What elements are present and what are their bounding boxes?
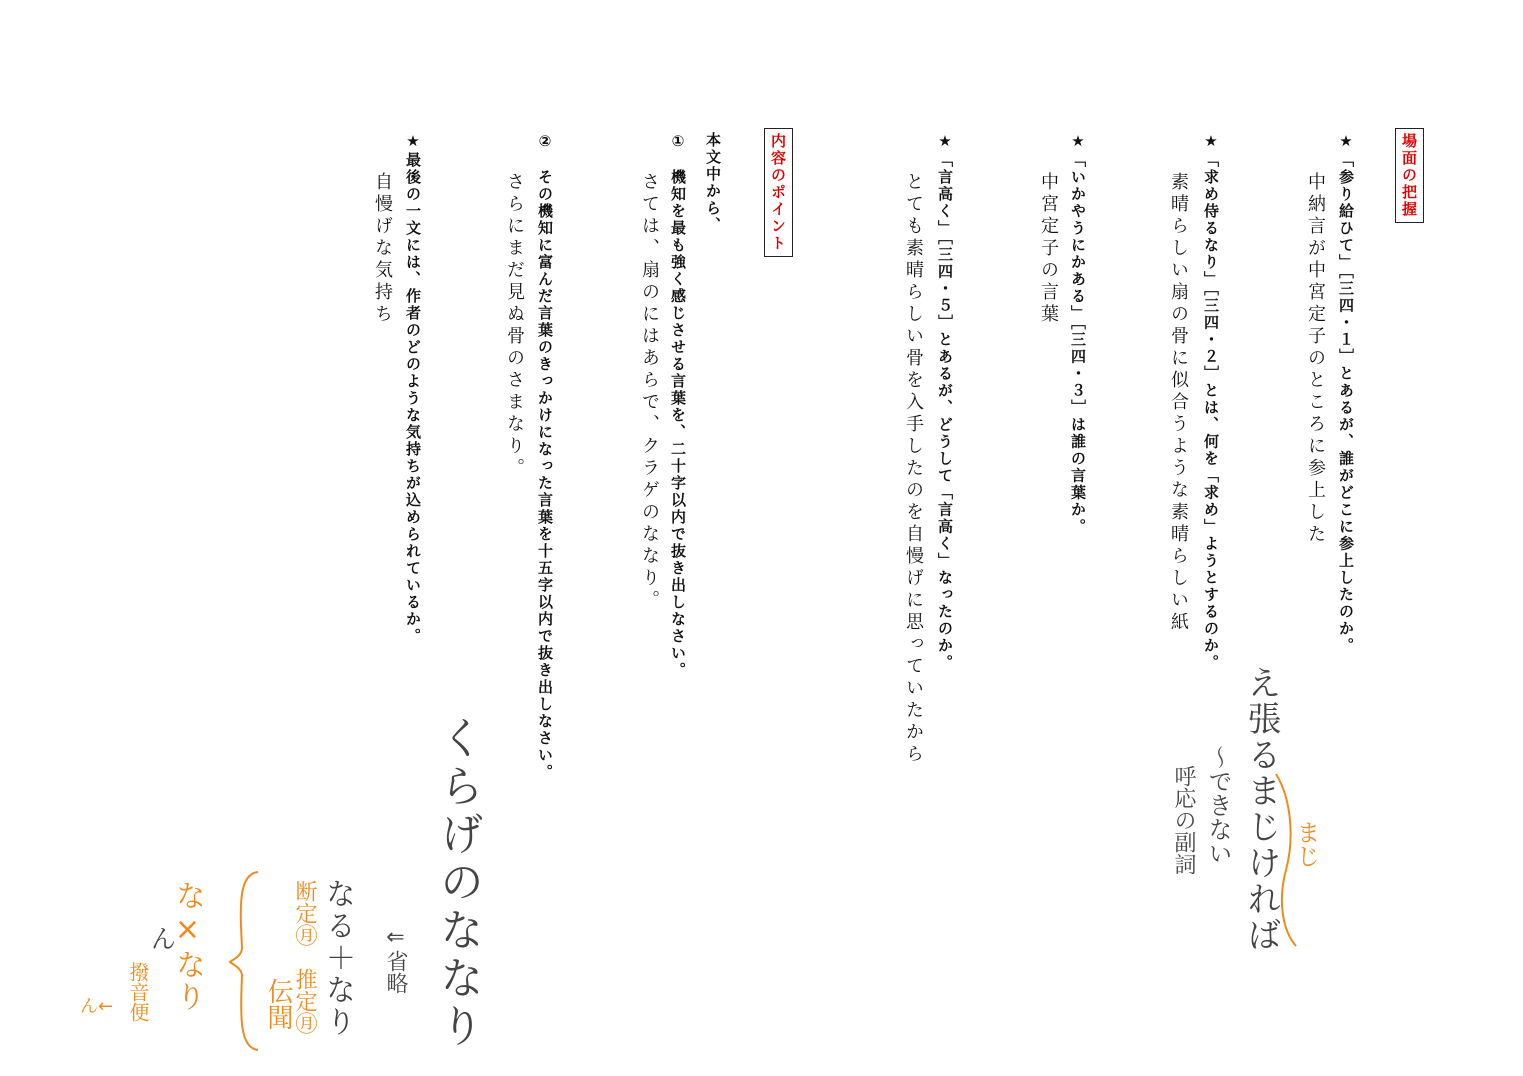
handwritten-note-4: 呼応の副詞	[1171, 765, 1196, 875]
answer-2: 素晴らしい扇の骨に似合うような素晴らしい紙	[1168, 172, 1189, 634]
handwritten-note-14: ん←	[80, 996, 114, 1017]
handwritten-note-11: な×なり	[170, 880, 205, 1013]
answer-4: とても素晴らしい骨を入手したのを自慢げに思っていたから	[903, 172, 924, 766]
answer-3: 中宮定子の言葉	[1038, 172, 1059, 326]
handwritten-note-10: 伝聞	[263, 978, 293, 1030]
question-5: ① 機知を最も強く感じさせる言葉を、二十字以内で抜き出しなさい。	[669, 132, 687, 679]
question-2: ★「求め侍るなり」［三四・２］とは、何を「求め」ようとするのか。	[1202, 132, 1220, 672]
orange-bracket-2	[228, 868, 264, 1054]
question-7: ★最後の一文には、作者のどのような気持ちが込められているか。	[404, 132, 422, 645]
handwritten-note-5: くらげのななり	[432, 715, 483, 1051]
question-1: ★「参り給ひて」［三四・１］とあるが、誰がどこに参上したのか。	[1337, 132, 1355, 655]
handwritten-note-7: なる＋なり	[320, 878, 355, 1038]
question-3: ★「いかやうにかある」［三四・３］は誰の言葉か。	[1069, 132, 1087, 536]
answer-6: さらにまだ見ぬ骨のさまなり。	[504, 172, 525, 480]
handwritten-note-2: まじ	[1292, 820, 1320, 868]
question-6: ② その機知に富んだ言葉のきっかけになった言葉を十五字以内で抜き出しなさい。	[536, 132, 554, 781]
section-heading-points: 内容のポイント	[764, 128, 793, 257]
answer-1: 中納言が中宮定子のところに参上した	[1305, 172, 1326, 546]
handwritten-note-3: 〜できない	[1204, 745, 1232, 865]
answer-7: 自慢げな気持ち	[372, 172, 393, 326]
section-heading-scene: 場面の把握	[1395, 128, 1424, 223]
section-intro: 本文中から、	[704, 132, 722, 234]
handwritten-note-8: 断定㊊	[292, 880, 317, 946]
answer-5: さては、扇のにはあらで、クラゲのななり。	[639, 172, 660, 612]
handwritten-note-12: ん	[146, 925, 176, 951]
handwritten-note-6: ⇐省略	[383, 925, 408, 994]
question-4: ★「言高く」［三四・５］とあるが、どうして「言高く」なったのか。	[936, 132, 954, 672]
handwritten-note-9: 推定㊊	[292, 968, 317, 1034]
handwritten-note-1: え張るまじければ	[1241, 665, 1281, 953]
handwritten-note-13: 撥音便	[126, 962, 150, 1022]
